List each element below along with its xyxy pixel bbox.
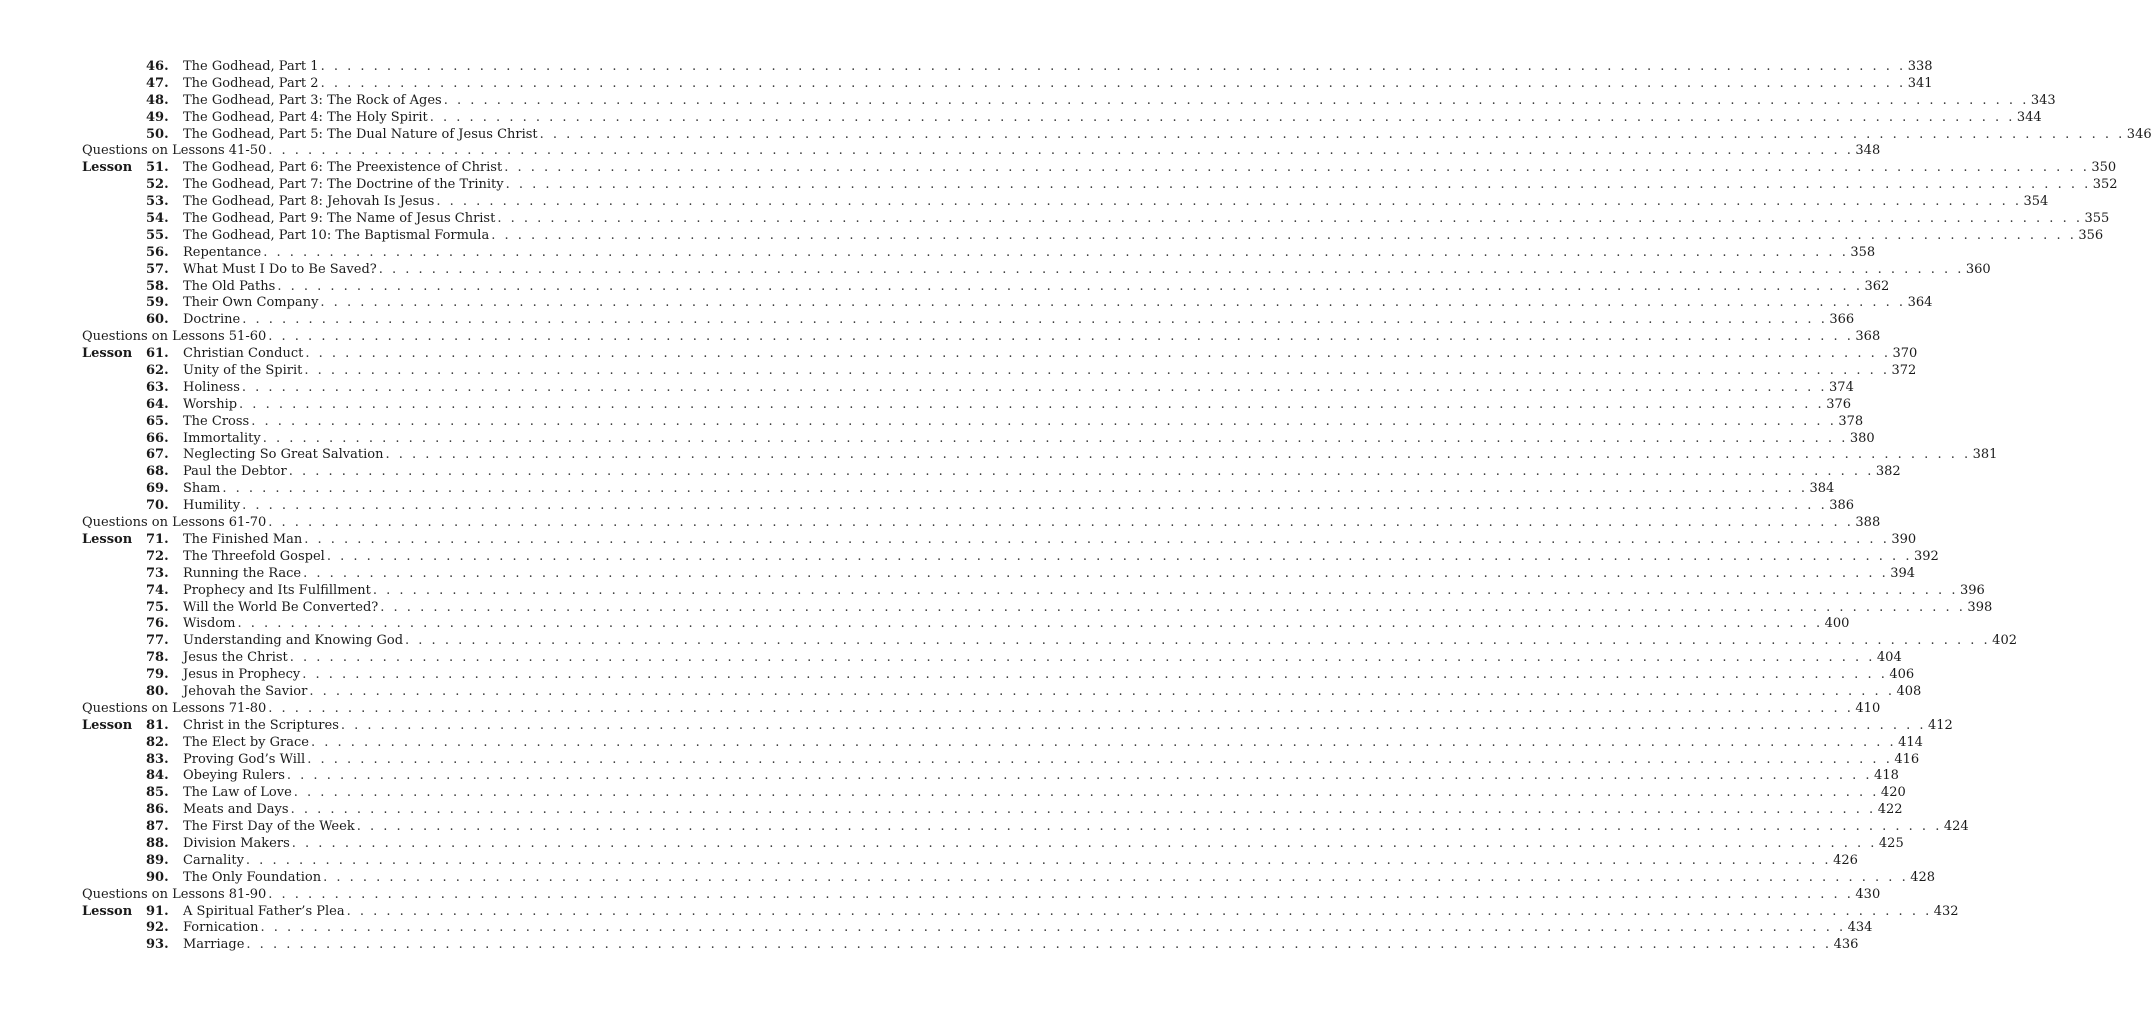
dot-leader: . . . . . . . . . . . . . . . . . . . . . . . . . . . . . . . . . . . . . . . . . . . . . . . . . . . . . . . . . . . . . . . . . . . . . . . . . . . . . . . . . . . . . . . . . . . . . . . . . . . . . . . . . . . . . . . . . . . . . . . . bbox=[320, 75, 1906, 91]
lesson-entry bbox=[82, 278, 1890, 296]
page-number: 350 bbox=[2091, 160, 2117, 176]
lesson-number: 85. bbox=[146, 785, 169, 801]
lesson-number: 79. bbox=[146, 667, 169, 683]
lesson-title: The Elect by Grace bbox=[183, 734, 309, 750]
page-number: 354 bbox=[2023, 194, 2049, 210]
lesson-title: Fornication bbox=[183, 920, 259, 936]
lesson-title: Doctrine bbox=[183, 312, 241, 328]
lesson-number: 86. bbox=[146, 802, 169, 818]
lesson-entry bbox=[82, 75, 1933, 93]
lesson-entry bbox=[82, 802, 1903, 819]
dot-leader: . . . . . . . . . . . . . . . . . . . . . . . . . . . . . . . . . . . . . . . . . . . . . . . . . . . . . . . . . . . . . . . . . . . . . . . . . . . . . . . . . . . . . . . . . . . . . . . . . . . . . . . . . . . . . . . . . . . . . . . . bbox=[372, 582, 1958, 598]
dot-leader: . . . . . . . . . . . . . . . . . . . . . . . . . . . . . . . . . . . . . . . . . . . . . . . . . . . . . . . . . . . . . . . . . . . . . . . . . . . . . . . . . . . . . . . . . . . . . . . . . . . . . . . . . . . . . . . . . . . . . . . . bbox=[305, 346, 1891, 362]
lesson-entry bbox=[82, 481, 1835, 498]
page-number: 355 bbox=[2084, 211, 2110, 227]
dot-leader: . . . . . . . . . . . . . . . . . . . . . . . . . . . . . . . . . . . . . . . . . . . . . . . . . . . . . . . . . . . . . . . . . . . . . . . . . . . . . . . . . . . . . . . . . . . . . . . . . . . . . . . . . . . . . . . . . . . . . . . . bbox=[539, 126, 2125, 142]
dot-leader: . . . . . . . . . . . . . . . . . . . . . . . . . . . . . . . . . . . . . . . . . . . . . . . . . . . . . . . . . . . . . . . . . . . . . . . . . . . . . . . . . . . . . . . . . . . . . . . . . . . . . . . . . . . . . . . . . . . . . . . . bbox=[237, 616, 1823, 632]
lesson-entry bbox=[82, 835, 1904, 853]
lesson-title: The Godhead, Part 3: The Rock of Ages bbox=[183, 92, 442, 108]
lesson-title: The Godhead, Part 4: The Holy Spirit bbox=[183, 109, 428, 125]
lesson-title: The First Day of the Week bbox=[183, 819, 355, 835]
lesson-number: 91. bbox=[146, 903, 169, 919]
lesson-entry bbox=[82, 261, 1991, 279]
lesson-title: A Spiritual Father’s Plea bbox=[183, 903, 345, 919]
page-number: 374 bbox=[1829, 379, 1854, 395]
page-number: 426 bbox=[1833, 852, 1858, 868]
page-number: 368 bbox=[1855, 329, 1881, 345]
dot-leader: . . . . . . . . . . . . . . . . . . . . . . . . . . . . . . . . . . . . . . . . . . . . . . . . . . . . . . . . . . . . . . . . . . . . . . . . . . . . . . . . . . . . . . . . . . . . . . . . . . . . . . . . . . . . . . . . . . . . . . . . bbox=[268, 700, 1854, 716]
page-number: 392 bbox=[1913, 548, 1939, 564]
lesson-entry bbox=[82, 565, 1916, 583]
page-number: 390 bbox=[1891, 531, 1917, 547]
lesson-number: 74. bbox=[146, 582, 169, 598]
lesson-entry bbox=[82, 447, 1998, 464]
page-number: 376 bbox=[1826, 396, 1852, 412]
dot-leader: . . . . . . . . . . . . . . . . . . . . . . . . . . . . . . . . . . . . . . . . . . . . . . . . . . . . . . . . . . . . . . . . . . . . . . . . . . . . . . . . . . . . . . . . . . . . . . . . . . . . . . . . . . . . . . . . . . . . . . . . bbox=[346, 903, 1932, 919]
lesson-title: Running the Race bbox=[183, 565, 302, 581]
table-of-contents bbox=[82, 59, 2152, 954]
page-number: 338 bbox=[1907, 59, 1933, 74]
lesson-entry bbox=[82, 346, 1918, 363]
dot-leader: . . . . . . . . . . . . . . . . . . . . . . . . . . . . . . . . . . . . . . . . . . . . . . . . . . . . . . . . . . . . . . . . . . . . . . . . . . . . . . . . . . . . . . . . . . . . . . . . . . . . . . . . . . . . . . . . . . . . . . . . bbox=[289, 650, 1875, 666]
lesson-entry bbox=[82, 768, 1899, 785]
lesson-title: Christ in the Scriptures bbox=[183, 717, 339, 733]
lesson-entry bbox=[82, 633, 2017, 650]
lesson-entry bbox=[82, 650, 1902, 667]
lesson-number: 63. bbox=[146, 379, 169, 395]
lesson-title: Carnality bbox=[183, 852, 244, 868]
dot-leader: . . . . . . . . . . . . . . . . . . . . . . . . . . . . . . . . . . . . . . . . . . . . . . . . . . . . . . . . . . . . . . . . . . . . . . . . . . . . . . . . . . . . . . . . . . . . . . . . . . . . . . . . . . . . . . . . . . . . . . . . bbox=[291, 835, 1877, 851]
page-number: 382 bbox=[1875, 464, 1901, 480]
lesson-title: Humility bbox=[183, 498, 241, 514]
lesson-number: 48. bbox=[146, 92, 169, 108]
lesson-title: Immortality bbox=[183, 430, 261, 446]
page-number: 418 bbox=[1874, 768, 1899, 784]
lesson-number: 89. bbox=[146, 852, 169, 868]
lesson-entry bbox=[82, 194, 2049, 211]
lesson-entry bbox=[82, 244, 1876, 262]
lesson-entry bbox=[82, 430, 1875, 448]
page-number: 344 bbox=[2016, 109, 2042, 125]
page-number: 386 bbox=[1829, 498, 1855, 514]
page-number: 341 bbox=[1907, 75, 1933, 91]
lesson-title: What Must I Do to Be Saved? bbox=[183, 261, 377, 277]
page-number: 360 bbox=[1965, 261, 1991, 277]
dot-leader: . . . . . . . . . . . . . . . . . . . . . . . . . . . . . . . . . . . . . . . . . . . . . . . . . . . . . . . . . . . . . . . . . . . . . . . . . . . . . . . . . . . . . . . . . . . . . . . . . . . . . . . . . . . . . . . . . . . . . . . . bbox=[302, 667, 1888, 683]
lesson-entry bbox=[82, 211, 2110, 228]
lesson-number: 73. bbox=[146, 565, 169, 581]
lesson-number: 53. bbox=[146, 194, 169, 210]
lesson-entry bbox=[82, 160, 2117, 177]
lesson-entry bbox=[82, 379, 1854, 397]
dot-leader: . . . . . . . . . . . . . . . . . . . . . . . . . . . . . . . . . . . . . . . . . . . . . . . . . . . . . . . . . . . . . . . . . . . . . . . . . . . . . . . . . . . . . . . . . . . . . . . . . . . . . . . . . . . . . . . . . . . . . . . . bbox=[443, 92, 2029, 108]
lesson-number: 68. bbox=[146, 464, 169, 480]
page-number: 408 bbox=[1896, 683, 1922, 699]
lesson-title: Obeying Rulers bbox=[183, 768, 285, 784]
page-number: 430 bbox=[1855, 886, 1881, 902]
page-number: 404 bbox=[1876, 650, 1902, 666]
lesson-title: Repentance bbox=[183, 244, 262, 260]
dot-leader: . . . . . . . . . . . . . . . . . . . . . . . . . . . . . . . . . . . . . . . . . . . . . . . . . . . . . . . . . . . . . . . . . . . . . . . . . . . . . . . . . . . . . . . . . . . . . . . . . . . . . . . . . . . . . . . . . . . . . . . . bbox=[293, 785, 1879, 801]
lesson-entry bbox=[82, 599, 1993, 617]
lesson-number: 83. bbox=[146, 751, 169, 767]
lesson-number: 92. bbox=[146, 920, 169, 936]
questions-title: Questions on Lessons 41-50 bbox=[82, 143, 267, 159]
lesson-number: 57. bbox=[146, 261, 169, 277]
page-number: 402 bbox=[1992, 633, 2017, 649]
page-number: 378 bbox=[1838, 413, 1864, 429]
page-number: 381 bbox=[1972, 447, 1998, 463]
lesson-entry bbox=[82, 852, 1858, 870]
lesson-number: 67. bbox=[146, 447, 169, 463]
dot-leader: . . . . . . . . . . . . . . . . . . . . . . . . . . . . . . . . . . . . . . . . . . . . . . . . . . . . . . . . . . . . . . . . . . . . . . . . . . . . . . . . . . . . . . . . . . . . . . . . . . . . . . . . . . . . . . . . . . . . . . . . bbox=[378, 261, 1964, 277]
dot-leader: . . . . . . . . . . . . . . . . . . . . . . . . . . . . . . . . . . . . . . . . . . . . . . . . . . . . . . . . . . . . . . . . . . . . . . . . . . . . . . . . . . . . . . . . . . . . . . . . . . . . . . . . . . . . . . . . . . . . . . . . bbox=[380, 599, 1966, 615]
lesson-entry bbox=[82, 582, 1985, 600]
lesson-number: 60. bbox=[146, 312, 169, 328]
dot-leader: . . . . . . . . . . . . . . . . . . . . . . . . . . . . . . . . . . . . . . . . . . . . . . . . . . . . . . . . . . . . . . . . . . . . . . . . . . . . . . . . . . . . . . . . . . . . . . . . . . . . . . . . . . . . . . . . . . . . . . . . bbox=[286, 768, 1873, 784]
questions-entry bbox=[82, 515, 1881, 532]
lesson-title: The Law of Love bbox=[183, 785, 292, 801]
page-number: 348 bbox=[1855, 143, 1881, 159]
lesson-label: Lesson bbox=[82, 346, 133, 362]
lesson-number: 59. bbox=[146, 295, 169, 311]
lesson-number: 49. bbox=[146, 109, 169, 125]
lesson-entry bbox=[82, 92, 2056, 110]
dot-leader: . . . . . . . . . . . . . . . . . . . . . . . . . . . . . . . . . . . . . . . . . . . . . . . . . . . . . . . . . . . . . . . . . . . . . . . . . . . . . . . . . . . . . . . . . . . . . . . . . . . . . . . . . . . . . . . . . . . . . . . . bbox=[320, 295, 1906, 311]
lesson-entry bbox=[82, 177, 2118, 194]
page-number: 380 bbox=[1849, 430, 1875, 446]
lesson-title: Unity of the Spirit bbox=[183, 363, 303, 379]
lesson-number: 87. bbox=[146, 819, 169, 835]
lesson-title: Holiness bbox=[183, 379, 240, 395]
dot-leader: . . . . . . . . . . . . . . . . . . . . . . . . . . . . . . . . . . . . . . . . . . . . . . . . . . . . . . . . . . . . . . . . . . . . . . . . . . . . . . . . . . . . . . . . . . . . . . . . . . . . . . . . . . . . . . . . . . . . . . . . bbox=[320, 59, 1906, 74]
lesson-entry bbox=[82, 734, 1923, 752]
lesson-entry bbox=[82, 227, 2104, 245]
page-number: 370 bbox=[1892, 346, 1918, 362]
lesson-entry bbox=[82, 683, 1922, 701]
page-number: 384 bbox=[1809, 481, 1835, 497]
dot-leader: . . . . . . . . . . . . . . . . . . . . . . . . . . . . . . . . . . . . . . . . . . . . . . . . . . . . . . . . . . . . . . . . . . . . . . . . . . . . . . . . . . . . . . . . . . . . . . . . . . . . . . . . . . . . . . . . . . . . . . . . bbox=[242, 312, 1828, 328]
lesson-number: 76. bbox=[146, 616, 169, 632]
lesson-title: The Only Foundation bbox=[183, 869, 322, 885]
lesson-number: 82. bbox=[146, 734, 169, 750]
page-number: 434 bbox=[1847, 920, 1873, 936]
lesson-entry bbox=[82, 531, 1917, 549]
lesson-title: Worship bbox=[183, 396, 238, 412]
lesson-title: The Cross bbox=[183, 413, 250, 429]
lesson-entry bbox=[82, 869, 1936, 887]
lesson-label: Lesson bbox=[82, 531, 133, 547]
lesson-entry bbox=[82, 498, 1855, 515]
lesson-number: 58. bbox=[146, 278, 169, 294]
lesson-number: 71. bbox=[146, 531, 169, 547]
dot-leader: . . . . . . . . . . . . . . . . . . . . . . . . . . . . . . . . . . . . . . . . . . . . . . . . . . . . . . . . . . . . . . . . . . . . . . . . . . . . . . . . . . . . . . . . . . . . . . . . . . . . . . . . . . . . . . . . . . . . . . . . bbox=[491, 227, 2077, 243]
questions-title: Questions on Lessons 51-60 bbox=[82, 329, 267, 345]
lesson-entry bbox=[82, 396, 1852, 414]
dot-leader: . . . . . . . . . . . . . . . . . . . . . . . . . . . . . . . . . . . . . . . . . . . . . . . . . . . . . . . . . . . . . . . . . . . . . . . . . . . . . . . . . . . . . . . . . . . . . . . . . . . . . . . . . . . . . . . . . . . . . . . . bbox=[245, 852, 1832, 868]
lesson-entry bbox=[82, 363, 1917, 380]
dot-leader: . . . . . . . . . . . . . . . . . . . . . . . . . . . . . . . . . . . . . . . . . . . . . . . . . . . . . . . . . . . . . . . . . . . . . . . . . . . . . . . . . . . . . . . . . . . . . . . . . . . . . . . . . . . . . . . . . . . . . . . . bbox=[263, 244, 1849, 260]
lesson-entry bbox=[82, 717, 1953, 735]
page-number: 398 bbox=[1967, 599, 1993, 615]
page-number: 400 bbox=[1824, 616, 1850, 632]
lesson-number: 84. bbox=[146, 768, 169, 784]
lesson-label: Lesson bbox=[82, 903, 133, 919]
page-number: 406 bbox=[1889, 667, 1915, 683]
dot-leader: . . . . . . . . . . . . . . . . . . . . . . . . . . . . . . . . . . . . . . . . . . . . . . . . . . . . . . . . . . . . . . . . . . . . . . . . . . . . . . . . . . . . . . . . . . . . . . . . . . . . . . . . . . . . . . . . . . . . . . . . bbox=[309, 683, 1895, 699]
lesson-title: Prophecy and Its Fulfillment bbox=[183, 582, 371, 598]
dot-leader: . . . . . . . . . . . . . . . . . . . . . . . . . . . . . . . . . . . . . . . . . . . . . . . . . . . . . . . . . . . . . . . . . . . . . . . . . . . . . . . . . . . . . . . . . . . . . . . . . . . . . . . . . . . . . . . . . . . . . . . . bbox=[429, 109, 2015, 125]
lesson-number: 56. bbox=[146, 244, 169, 260]
dot-leader: . . . . . . . . . . . . . . . . . . . . . . . . . . . . . . . . . . . . . . . . . . . . . . . . . . . . . . . . . . . . . . . . . . . . . . . . . . . . . . . . . . . . . . . . . . . . . . . . . . . . . . . . . . . . . . . . . . . . . . . . bbox=[290, 802, 1876, 818]
page-number: 388 bbox=[1855, 515, 1881, 531]
lesson-number: 81. bbox=[146, 717, 169, 733]
lesson-title: Proving God’s Will bbox=[183, 751, 306, 767]
page-number: 356 bbox=[2078, 227, 2104, 243]
dot-leader: . . . . . . . . . . . . . . . . . . . . . . . . . . . . . . . . . . . . . . . . . . . . . . . . . . . . . . . . . . . . . . . . . . . . . . . . . . . . . . . . . . . . . . . . . . . . . . . . . . . . . . . . . . . . . . . . . . . . . . . . bbox=[239, 396, 1825, 412]
lesson-number: 72. bbox=[146, 548, 169, 564]
questions-entry bbox=[82, 143, 1881, 160]
lesson-entry bbox=[82, 464, 1901, 481]
lesson-title: Neglecting So Great Salvation bbox=[183, 447, 384, 463]
lesson-title: The Godhead, Part 8: Jehovah Is Jesus bbox=[183, 194, 435, 210]
page-number: 414 bbox=[1898, 734, 1923, 750]
lesson-title: The Godhead, Part 9: The Name of Jesus Christ bbox=[183, 211, 496, 227]
dot-leader: . . . . . . . . . . . . . . . . . . . . . . . . . . . . . . . . . . . . . . . . . . . . . . . . . . . . . . . . . . . . . . . . . . . . . . . . . . . . . . . . . . . . . . . . . . . . . . . . . . . . . . . . . . . . . . . . . . . . . . . . bbox=[304, 531, 1890, 547]
lesson-title: Marriage bbox=[183, 937, 245, 953]
questions-title: Questions on Lessons 61-70 bbox=[82, 515, 267, 531]
lesson-number: 88. bbox=[146, 835, 169, 851]
page-number: 424 bbox=[1943, 819, 1969, 835]
page-number: 352 bbox=[2092, 177, 2118, 193]
lesson-number: 93. bbox=[146, 937, 169, 953]
lesson-number: 66. bbox=[146, 430, 169, 446]
lesson-title: Christian Conduct bbox=[183, 346, 304, 362]
lesson-number: 80. bbox=[146, 683, 169, 699]
page-number: 343 bbox=[2030, 92, 2056, 108]
dot-leader: . . . . . . . . . . . . . . . . . . . . . . . . . . . . . . . . . . . . . . . . . . . . . . . . . . . . . . . . . . . . . . . . . . . . . . . . . . . . . . . . . . . . . . . . . . . . . . . . . . . . . . . . . . . . . . . . . . . . . . . . bbox=[262, 430, 1848, 446]
page-number: 422 bbox=[1877, 802, 1903, 818]
dot-leader: . . . . . . . . . . . . . . . . . . . . . . . . . . . . . . . . . . . . . . . . . . . . . . . . . . . . . . . . . . . . . . . . . . . . . . . . . . . . . . . . . . . . . . . . . . . . . . . . . . . . . . . . . . . . . . . . . . . . . . . . bbox=[340, 717, 1927, 733]
lesson-title: Understanding and Knowing God bbox=[183, 633, 404, 649]
dot-leader: . . . . . . . . . . . . . . . . . . . . . . . . . . . . . . . . . . . . . . . . . . . . . . . . . . . . . . . . . . . . . . . . . . . . . . . . . . . . . . . . . . . . . . . . . . . . . . . . . . . . . . . . . . . . . . . . . . . . . . . . bbox=[242, 498, 1828, 514]
lesson-entry bbox=[82, 295, 1933, 312]
page-number: 364 bbox=[1907, 295, 1933, 311]
page-number: 420 bbox=[1880, 785, 1906, 801]
questions-title: Questions on Lessons 71-80 bbox=[82, 700, 267, 716]
page-number: 372 bbox=[1891, 363, 1917, 379]
lesson-number: 62. bbox=[146, 363, 169, 379]
lesson-number: 69. bbox=[146, 481, 169, 497]
lesson-title: Division Makers bbox=[183, 835, 290, 851]
lesson-entry bbox=[82, 126, 2152, 144]
lesson-number: 64. bbox=[146, 396, 169, 412]
lesson-number: 46. bbox=[146, 59, 169, 74]
lesson-title: Meats and Days bbox=[183, 802, 289, 818]
dot-leader: . . . . . . . . . . . . . . . . . . . . . . . . . . . . . . . . . . . . . . . . . . . . . . . . . . . . . . . . . . . . . . . . . . . . . . . . . . . . . . . . . . . . . . . . . . . . . . . . . . . . . . . . . . . . . . . . . . . . . . . . bbox=[288, 464, 1874, 480]
dot-leader: . . . . . . . . . . . . . . . . . . . . . . . . . . . . . . . . . . . . . . . . . . . . . . . . . . . . . . . . . . . . . . . . . . . . . . . . . . . . . . . . . . . . . . . . . . . . . . . . . . . . . . . . . . . . . . . . . . . . . . . . bbox=[260, 920, 1846, 936]
lesson-entry bbox=[82, 109, 2042, 127]
page-number: 362 bbox=[1864, 278, 1890, 294]
lesson-title: The Godhead, Part 6: The Preexistence of Christ bbox=[183, 160, 503, 176]
lesson-number: 78. bbox=[146, 650, 169, 666]
lesson-title: The Old Paths bbox=[183, 278, 276, 294]
lesson-title: Jesus in Prophecy bbox=[183, 667, 301, 683]
lesson-title: Sham bbox=[183, 481, 221, 497]
lesson-number: 50. bbox=[146, 126, 169, 142]
dot-leader: . . . . . . . . . . . . . . . . . . . . . . . . . . . . . . . . . . . . . . . . . . . . . . . . . . . . . . . . . . . . . . . . . . . . . . . . . . . . . . . . . . . . . . . . . . . . . . . . . . . . . . . . . . . . . . . . . . . . . . . . bbox=[246, 937, 1832, 953]
dot-leader: . . . . . . . . . . . . . . . . . . . . . . . . . . . . . . . . . . . . . . . . . . . . . . . . . . . . . . . . . . . . . . . . . . . . . . . . . . . . . . . . . . . . . . . . . . . . . . . . . . . . . . . . . . . . . . . . . . . . . . . . bbox=[497, 211, 2083, 227]
lesson-entry bbox=[82, 785, 1906, 802]
dot-leader: . . . . . . . . . . . . . . . . . . . . . . . . . . . . . . . . . . . . . . . . . . . . . . . . . . . . . . . . . . . . . . . . . . . . . . . . . . . . . . . . . . . . . . . . . . . . . . . . . . . . . . . . . . . . . . . . . . . . . . . . bbox=[268, 329, 1854, 345]
lesson-number: 61. bbox=[146, 346, 169, 362]
lesson-number: 52. bbox=[146, 177, 169, 193]
lesson-number: 75. bbox=[146, 599, 169, 615]
lesson-title: The Finished Man bbox=[183, 531, 303, 547]
dot-leader: . . . . . . . . . . . . . . . . . . . . . . . . . . . . . . . . . . . . . . . . . . . . . . . . . . . . . . . . . . . . . . . . . . . . . . . . . . . . . . . . . . . . . . . . . . . . . . . . . . . . . . . . . . . . . . . . . . . . . . . . bbox=[505, 177, 2091, 193]
questions-entry bbox=[82, 700, 1881, 718]
lesson-entry bbox=[82, 548, 1939, 566]
page-number: 396 bbox=[1959, 582, 1985, 598]
dot-leader: . . . . . . . . . . . . . . . . . . . . . . . . . . . . . . . . . . . . . . . . . . . . . . . . . . . . . . . . . . . . . . . . . . . . . . . . . . . . . . . . . . . . . . . . . . . . . . . . . . . . . . . . . . . . . . . . . . . . . . . . bbox=[436, 194, 2022, 210]
dot-leader: . . . . . . . . . . . . . . . . . . . . . . . . . . . . . . . . . . . . . . . . . . . . . . . . . . . . . . . . . . . . . . . . . . . . . . . . . . . . . . . . . . . . . . . . . . . . . . . . . . . . . . . . . . . . . . . . . . . . . . . . bbox=[268, 886, 1854, 902]
dot-leader: . . . . . . . . . . . . . . . . . . . . . . . . . . . . . . . . . . . . . . . . . . . . . . . . . . . . . . . . . . . . . . . . . . . . . . . . . . . . . . . . . . . . . . . . . . . . . . . . . . . . . . . . . . . . . . . . . . . . . . . . bbox=[268, 143, 1854, 159]
lesson-title: The Threefold Gospel bbox=[183, 548, 325, 564]
lesson-title: Their Own Company bbox=[183, 295, 319, 311]
page-number: 412 bbox=[1928, 717, 1953, 733]
dot-leader: . . . . . . . . . . . . . . . . . . . . . . . . . . . . . . . . . . . . . . . . . . . . . . . . . . . . . . . . . . . . . . . . . . . . . . . . . . . . . . . . . . . . . . . . . . . . . . . . . . . . . . . . . . . . . . . . . . . . . . . . bbox=[222, 481, 1808, 497]
dot-leader: . . . . . . . . . . . . . . . . . . . . . . . . . . . . . . . . . . . . . . . . . . . . . . . . . . . . . . . . . . . . . . . . . . . . . . . . . . . . . . . . . . . . . . . . . . . . . . . . . . . . . . . . . . . . . . . . . . . . . . . . bbox=[326, 548, 1912, 564]
lesson-title: The Godhead, Part 10: The Baptismal Formula bbox=[183, 227, 490, 243]
lesson-entry bbox=[82, 920, 1873, 937]
lesson-label: Lesson bbox=[82, 717, 133, 733]
lesson-number: 90. bbox=[146, 869, 169, 885]
dot-leader: . . . . . . . . . . . . . . . . . . . . . . . . . . . . . . . . . . . . . . . . . . . . . . . . . . . . . . . . . . . . . . . . . . . . . . . . . . . . . . . . . . . . . . . . . . . . . . . . . . . . . . . . . . . . . . . . . . . . . . . . bbox=[310, 734, 1897, 750]
lesson-title: The Godhead, Part 5: The Dual Nature of Jesus Christ bbox=[183, 126, 538, 142]
lesson-entry bbox=[82, 312, 1855, 329]
page-number: 394 bbox=[1890, 565, 1916, 581]
lesson-number: 65. bbox=[146, 413, 169, 429]
page-number: 366 bbox=[1829, 312, 1855, 328]
lesson-label: Lesson bbox=[82, 160, 133, 176]
lesson-title: The Godhead, Part 2 bbox=[183, 75, 319, 91]
lesson-entry bbox=[82, 413, 1864, 431]
lesson-entry bbox=[82, 59, 1933, 76]
dot-leader: . . . . . . . . . . . . . . . . . . . . . . . . . . . . . . . . . . . . . . . . . . . . . . . . . . . . . . . . . . . . . . . . . . . . . . . . . . . . . . . . . . . . . . . . . . . . . . . . . . . . . . . . . . . . . . . . . . . . . . . . bbox=[405, 633, 1991, 649]
dot-leader: . . . . . . . . . . . . . . . . . . . . . . . . . . . . . . . . . . . . . . . . . . . . . . . . . . . . . . . . . . . . . . . . . . . . . . . . . . . . . . . . . . . . . . . . . . . . . . . . . . . . . . . . . . . . . . . . . . . . . . . . bbox=[504, 160, 2090, 176]
page-number: 428 bbox=[1910, 869, 1936, 885]
dot-leader: . . . . . . . . . . . . . . . . . . . . . . . . . . . . . . . . . . . . . . . . . . . . . . . . . . . . . . . . . . . . . . . . . . . . . . . . . . . . . . . . . . . . . . . . . . . . . . . . . . . . . . . . . . . . . . . . . . . . . . . . bbox=[251, 413, 1837, 429]
lesson-number: 47. bbox=[146, 75, 169, 91]
questions-title: Questions on Lessons 81-90 bbox=[82, 886, 267, 902]
lesson-number: 70. bbox=[146, 498, 169, 514]
dot-leader: . . . . . . . . . . . . . . . . . . . . . . . . . . . . . . . . . . . . . . . . . . . . . . . . . . . . . . . . . . . . . . . . . . . . . . . . . . . . . . . . . . . . . . . . . . . . . . . . . . . . . . . . . . . . . . . . . . . . . . . . bbox=[277, 278, 1863, 294]
dot-leader: . . . . . . . . . . . . . . . . . . . . . . . . . . . . . . . . . . . . . . . . . . . . . . . . . . . . . . . . . . . . . . . . . . . . . . . . . . . . . . . . . . . . . . . . . . . . . . . . . . . . . . . . . . . . . . . . . . . . . . . . bbox=[304, 363, 1890, 379]
page-number: 346 bbox=[2126, 126, 2152, 142]
page-number: 432 bbox=[1933, 903, 1959, 919]
lesson-entry bbox=[82, 819, 1969, 836]
lesson-title: Will the World Be Converted? bbox=[183, 599, 379, 615]
lesson-number: 51. bbox=[146, 160, 169, 176]
dot-leader: . . . . . . . . . . . . . . . . . . . . . . . . . . . . . . . . . . . . . . . . . . . . . . . . . . . . . . . . . . . . . . . . . . . . . . . . . . . . . . . . . . . . . . . . . . . . . . . . . . . . . . . . . . . . . . . . . . . . . . . . bbox=[307, 751, 1893, 767]
lesson-number: 54. bbox=[146, 211, 169, 227]
lesson-number: 55. bbox=[146, 227, 169, 243]
lesson-title: Jehovah the Savior bbox=[183, 683, 308, 699]
page-number: 410 bbox=[1855, 700, 1881, 716]
lesson-number: 77. bbox=[146, 633, 169, 649]
page-number: 358 bbox=[1850, 244, 1876, 260]
lesson-entry bbox=[82, 751, 1920, 769]
page-number: 436 bbox=[1833, 937, 1859, 953]
dot-leader: . . . . . . . . . . . . . . . . . . . . . . . . . . . . . . . . . . . . . . . . . . . . . . . . . . . . . . . . . . . . . . . . . . . . . . . . . . . . . . . . . . . . . . . . . . . . . . . . . . . . . . . . . . . . . . . . . . . . . . . . bbox=[323, 869, 1909, 885]
lesson-entry bbox=[82, 903, 1959, 921]
lesson-title: Jesus the Christ bbox=[183, 650, 288, 666]
dot-leader: . . . . . . . . . . . . . . . . . . . . . . . . . . . . . . . . . . . . . . . . . . . . . . . . . . . . . . . . . . . . . . . . . . . . . . . . . . . . . . . . . . . . . . . . . . . . . . . . . . . . . . . . . . . . . . . . . . . . . . . . bbox=[356, 819, 1942, 835]
dot-leader: . . . . . . . . . . . . . . . . . . . . . . . . . . . . . . . . . . . . . . . . . . . . . . . . . . . . . . . . . . . . . . . . . . . . . . . . . . . . . . . . . . . . . . . . . . . . . . . . . . . . . . . . . . . . . . . . . . . . . . . . bbox=[303, 565, 1889, 581]
lesson-entry bbox=[82, 937, 1859, 954]
lesson-title: Wisdom bbox=[183, 616, 236, 632]
questions-entry bbox=[82, 329, 1881, 346]
lesson-title: Paul the Debtor bbox=[183, 464, 287, 480]
lesson-title: The Godhead, Part 7: The Doctrine of the Trinity bbox=[183, 177, 504, 193]
page-number: 425 bbox=[1878, 835, 1904, 851]
page-number: 416 bbox=[1894, 751, 1920, 767]
lesson-entry bbox=[82, 616, 1850, 633]
lesson-title: The Godhead, Part 1 bbox=[183, 59, 319, 74]
lesson-entry bbox=[82, 667, 1915, 684]
dot-leader: . . . . . . . . . . . . . . . . . . . . . . . . . . . . . . . . . . . . . . . . . . . . . . . . . . . . . . . . . . . . . . . . . . . . . . . . . . . . . . . . . . . . . . . . . . . . . . . . . . . . . . . . . . . . . . . . . . . . . . . . bbox=[241, 379, 1828, 395]
dot-leader: . . . . . . . . . . . . . . . . . . . . . . . . . . . . . . . . . . . . . . . . . . . . . . . . . . . . . . . . . . . . . . . . . . . . . . . . . . . . . . . . . . . . . . . . . . . . . . . . . . . . . . . . . . . . . . . . . . . . . . . . bbox=[385, 447, 1971, 463]
dot-leader: . . . . . . . . . . . . . . . . . . . . . . . . . . . . . . . . . . . . . . . . . . . . . . . . . . . . . . . . . . . . . . . . . . . . . . . . . . . . . . . . . . . . . . . . . . . . . . . . . . . . . . . . . . . . . . . . . . . . . . . . bbox=[268, 515, 1854, 531]
questions-entry bbox=[82, 886, 1881, 904]
